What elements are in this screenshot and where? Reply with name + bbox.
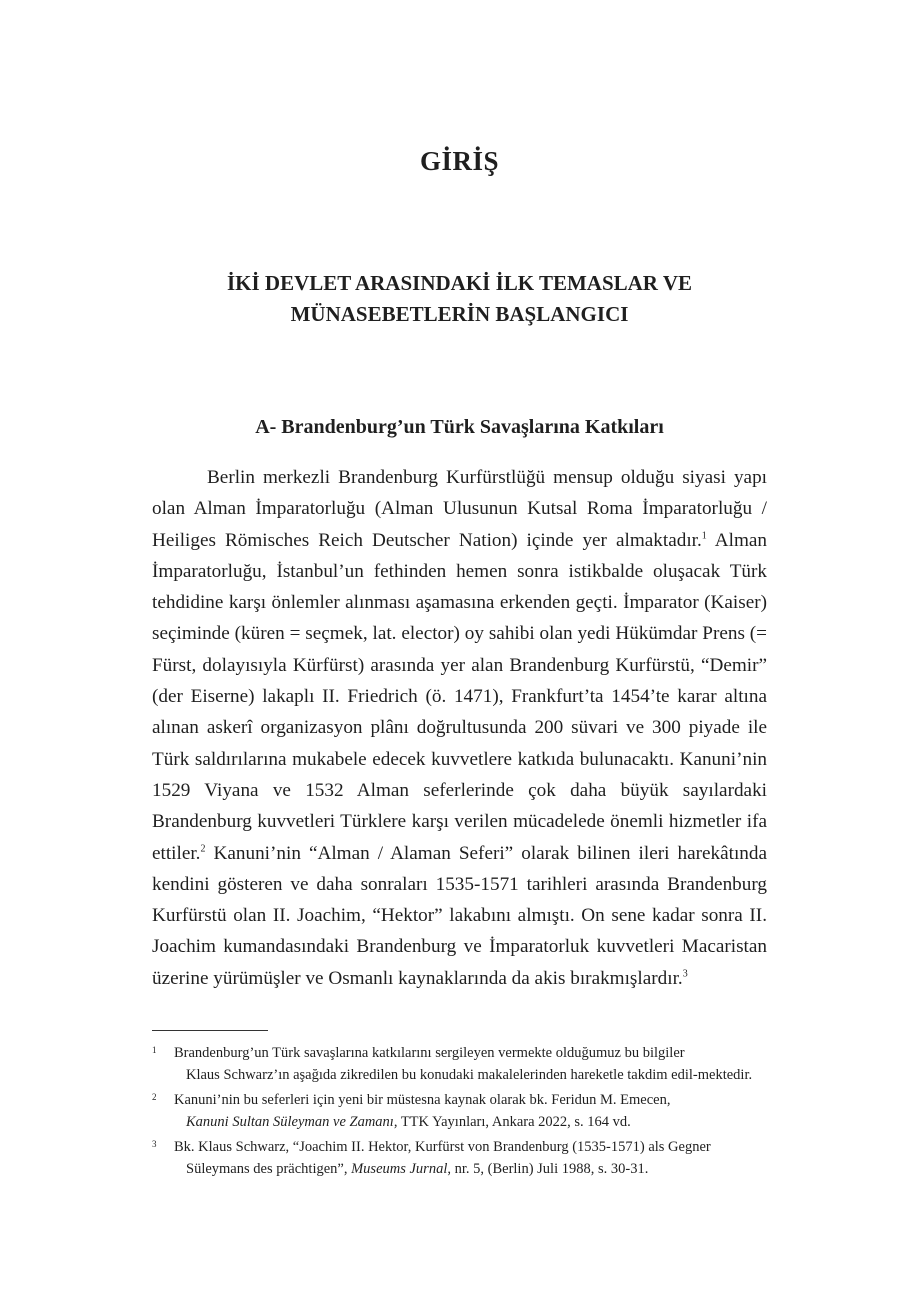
section-title-line-2: MÜNASEBETLERİN BAŞLANGICI [290,302,629,326]
footnote-number: 1 [152,1045,157,1055]
footnote-number: 3 [152,1139,157,1149]
footnote-text-continued: Klaus Schwarz’ın aşağıda zikredilen bu konudaki makalelerinden hareketle takdim edil-mektedir. [186,1067,753,1083]
chapter-title: GİRİŞ [419,146,500,176]
footnote-ref-3: 3 [682,968,688,980]
footnote-ref-2: 2 [200,843,206,855]
footnote-number: 2 [152,1092,157,1102]
footnote-1 [152,1042,767,1086]
footnote-citation-details: , nr. 5, (Berlin) Juli 1988, s. 30-31. [447,1161,649,1177]
footnote-citation-details: , TTK Yayınları, Ankara 2022, s. 164 vd. [393,1114,631,1130]
paragraph-part-2: Alman İmparatorluğu, İstanbul’un fethinden hemen sonra istikbalde oluşacak Türk tehdidine karşı önlemler alınması aşamasına erkenden geçti. İmparator (Kaiser) seçiminde (küren = seçmek, lat. elector) oy sahibi olan yedi Hükümdar Prens (= Fürst, dolayısıyla Kürfürst) arasında yer alan Brandenburg Kurfürstü, “Demir” (der Eiserne) lakaplı II. Friedrich (ö. 1471), Frankfurt’ta 1454’te karar altına alınan askerî organizasyon plânı doğrultusunda 200 süvari ve 300 piyade ile Türk saldırılarına mukabele edecek kuvvetlere katkıda bulunacaktı. Kanuni’nin 1529 Viyana ve 1532 Alman seferlerinde çok daha büyük sayılardaki Brandenburg kuvvetleri Türklere karşı verilen mücadelede önemli hizmetler ifa ettiler. [152,529,767,864]
section-title-line-1: İKİ DEVLET ARASINDAKİ İLK TEMASLAR VE [226,271,693,295]
footnote-text-first-line: Bk. Klaus Schwarz, “Joachim II. Hektor, Kurfürst von Brandenburg (1535-1571) als Gegner [174,1139,711,1155]
footnotes [152,1042,767,1183]
footnote-text-continued [174,1111,767,1133]
footnote-citation-lead: Süleymans des prächtigen”, [186,1161,352,1177]
paragraph-part-1: Berlin merkezli Brandenburg Kurfürstlüğü mensup olduğu siyasi yapı olan Alman İmparatorluğu (Alman Ulusunun Kutsal Roma İmparatorluğu / Heiliges Römisches Reich Deutscher Nation) içinde yer almaktadır. [152,467,767,551]
footnote-ref-1: 1 [701,530,707,542]
subsection-title: A- Brandenburg’un Türk Savaşlarına Katkıları [255,416,664,438]
footnote-2 [152,1089,767,1133]
footnote-book-title: Kanuni Sultan Süleyman ve Zamanı [186,1114,394,1130]
footnote-text-first-line: Brandenburg’un Türk savaşlarına katkılarını sergileyen vermekte olduğumuz bu bilgiler [174,1045,685,1061]
body-paragraph [152,462,767,994]
footnote-separator [152,1030,268,1031]
footnote-journal-title: Museums Jurnal [351,1161,448,1177]
paragraph-part-3: Kanuni’nin “Alman / Alaman Seferi” olarak bilinen ileri harekâtında kendini gösteren ve daha sonraları 1535-1571 tarihleri arasında Brandenburg Kurfürstü olan II. Joachim, “Hektor” lakabını almıştı. On sene kadar sonra II. Joachim kumandasındaki Brandenburg ve İmparatorluk kuvvetleri Macaristan üzerine yürümüşler ve Osmanlı kaynaklarında da akis bırakmışlardır. [152,842,767,989]
section-title [0,268,900,330]
footnote-text-first-line: Kanuni’nin bu seferleri için yeni bir müstesna kaynak olarak bk. Feridun M. Emecen, [174,1092,671,1108]
footnote-3 [152,1136,767,1180]
footnote-text-continued [174,1158,767,1180]
